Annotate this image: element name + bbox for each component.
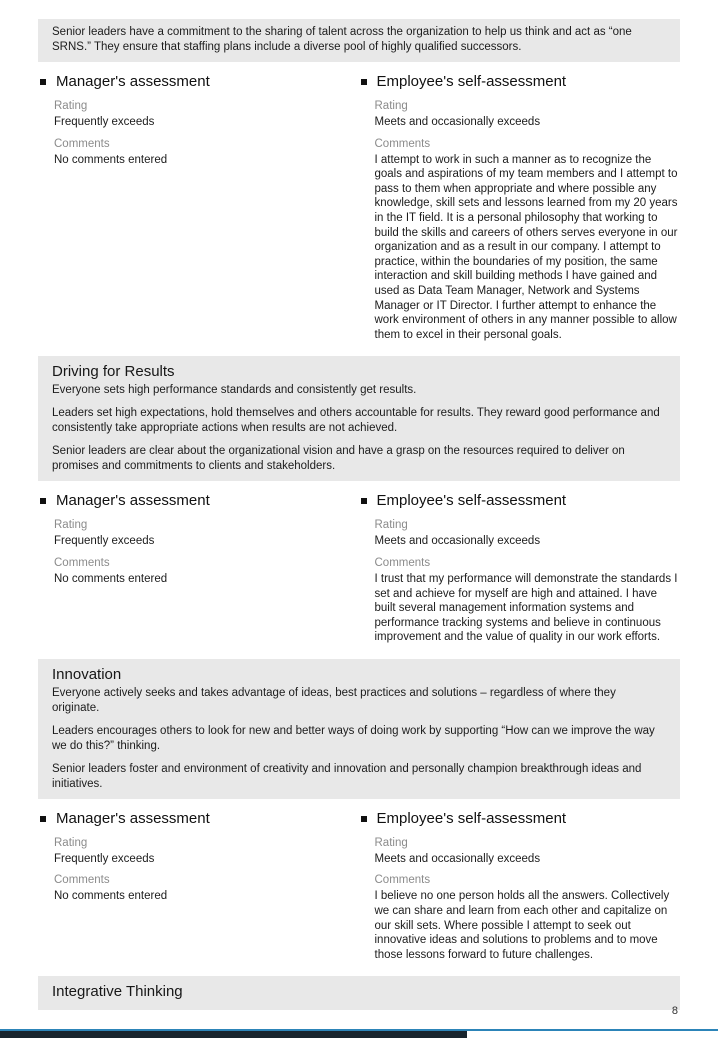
bullet-icon bbox=[361, 79, 367, 85]
comments-label: Comments bbox=[54, 556, 110, 569]
rating-value: Frequently exceeds bbox=[54, 852, 155, 865]
section-title: Driving for Results bbox=[52, 363, 175, 381]
page-content bbox=[38, 19, 680, 1010]
rating-label: Rating bbox=[374, 100, 408, 112]
manager-assessment-heading-label: Manager's assessment bbox=[56, 809, 210, 827]
employee-assessment-column bbox=[361, 487, 681, 645]
manager-assessment-heading bbox=[40, 491, 360, 511]
manager-assessment-body bbox=[40, 836, 360, 904]
employee-assessment-heading-label: Employee's self-assessment bbox=[376, 492, 567, 510]
section-paragraph: Senior leaders foster and environment of creativity and innovation and personally champion breakthrough ideas and initiatives. bbox=[52, 762, 642, 790]
bullet-icon bbox=[40, 498, 46, 504]
rating-label: Rating bbox=[54, 836, 88, 849]
comments-label: Comments bbox=[54, 137, 110, 150]
section-paragraph: Leaders encourages others to look for new and better ways of doing work by supporting “How can we improve the way we do this?” thinking. bbox=[52, 724, 655, 752]
bullet-icon bbox=[40, 816, 46, 822]
employee-assessment-heading-label: Employee's self-assessment bbox=[376, 809, 567, 827]
comments-value: I trust that my performance will demonstrate the standards I set and achieve for myself are high and attained. I have built several management information systems and performance tracking systems and believe in continuous improvement and the value of quality in our work efforts. bbox=[374, 572, 678, 644]
section-box-innovation bbox=[38, 659, 680, 799]
rating-label: Rating bbox=[374, 519, 408, 532]
comments-label: Comments bbox=[374, 556, 431, 569]
comments-value: I attempt to work in such a manner as to recognize the goals and aspirations of my team members and I attempt to pass to them when appropriate and where possible any knowledge, skill sets and lessons learned from my 20 years in the IT field. It is a personal philosophy that working to build the skills and careers of others serves everyone in our organization and as a result in our company. I attempt to practice, within the boundaries of my position, the same interaction and skill building methods I have gained and used as Data Team Manager, Network and Systems Manager or IT Director. I further attempt to enhance the work environment of others in any manner possible to allow them to excel in their personal goals. bbox=[374, 153, 678, 341]
employee-assessment-body bbox=[361, 518, 681, 645]
rating-label: Rating bbox=[54, 100, 88, 112]
rating-value: Meets and occasionally exceeds bbox=[374, 852, 541, 865]
section-box-driving-for-results bbox=[38, 356, 680, 481]
employee-assessment-heading bbox=[361, 491, 681, 511]
manager-assessment-heading-label: Manager's assessment bbox=[56, 492, 210, 510]
manager-assessment-column bbox=[40, 805, 360, 963]
rating-label: Rating bbox=[374, 836, 408, 849]
rating-value: Frequently exceeds bbox=[54, 535, 155, 548]
section-paragraph: Leaders set high expectations, hold themselves and others accountable for results. They reward good performance and consistently take appropriate actions when results are not achieved. bbox=[52, 407, 660, 435]
comments-value: No comments entered bbox=[54, 572, 168, 585]
comments-label: Comments bbox=[54, 874, 110, 887]
comments-label: Comments bbox=[374, 137, 431, 150]
comments-value: No comments entered bbox=[54, 890, 168, 903]
comments-label: Comments bbox=[374, 874, 431, 887]
taskbar-dark-segment[interactable] bbox=[0, 1031, 467, 1038]
manager-assessment-heading bbox=[40, 809, 360, 829]
bullet-icon bbox=[361, 816, 367, 822]
rating-value: Meets and occasionally exceeds bbox=[374, 535, 541, 548]
manager-assessment-body bbox=[40, 518, 360, 586]
employee-assessment-heading bbox=[361, 809, 681, 829]
page-number: 8 bbox=[671, 1005, 678, 1017]
section-title: Innovation bbox=[52, 665, 122, 683]
section-description-box bbox=[38, 19, 680, 62]
section-box-integrative-thinking bbox=[38, 976, 680, 1010]
bullet-icon bbox=[361, 498, 367, 504]
manager-assessment-heading bbox=[40, 72, 360, 92]
bullet-icon bbox=[40, 79, 46, 85]
employee-assessment-body bbox=[361, 99, 681, 342]
comments-value: No comments entered bbox=[54, 153, 168, 166]
manager-assessment-body bbox=[40, 99, 360, 167]
section-description-text: Senior leaders have a commitment to the sharing of talent across the organization to help us think and act as “one SRNS.” They ensure that staffing plans include a diverse pool of highly qualified successors. bbox=[52, 26, 632, 53]
employee-assessment-heading bbox=[361, 72, 681, 92]
assessment-row bbox=[38, 487, 680, 645]
manager-assessment-column bbox=[40, 68, 360, 342]
section-paragraph: Everyone actively seeks and takes advantage of ideas, best practices and solutions – regardless of where they originate. bbox=[52, 686, 616, 714]
document-page bbox=[0, 19, 718, 1038]
rating-value: Meets and occasionally exceeds bbox=[374, 116, 541, 128]
rating-label: Rating bbox=[54, 519, 88, 532]
employee-assessment-body bbox=[361, 836, 681, 963]
taskbar-strip[interactable] bbox=[0, 1029, 718, 1038]
comments-value: I believe no one person holds all the answers. Collectively we can share and learn from each other and capitalize on our skill sets. Where possible I attempt to seek out innovative ideas and solutions to problems and to move those lessons forward to future challenges. bbox=[374, 890, 670, 961]
employee-assessment-column bbox=[361, 805, 681, 963]
employee-assessment-heading-label: Employee's self-assessment bbox=[376, 73, 567, 90]
employee-assessment-column bbox=[361, 68, 681, 342]
section-paragraph: Senior leaders are clear about the organizational vision and have a grasp on the resources required to deliver on promises and commitments to clients and stakeholders. bbox=[52, 445, 625, 473]
manager-assessment-heading-label: Manager's assessment bbox=[56, 73, 210, 90]
rating-value: Frequently exceeds bbox=[54, 116, 155, 128]
manager-assessment-column bbox=[40, 487, 360, 645]
section-title: Integrative Thinking bbox=[52, 983, 183, 1001]
assessment-row bbox=[38, 68, 680, 342]
section-paragraph: Everyone sets high performance standards and consistently get results. bbox=[52, 384, 417, 397]
assessment-row bbox=[38, 805, 680, 963]
